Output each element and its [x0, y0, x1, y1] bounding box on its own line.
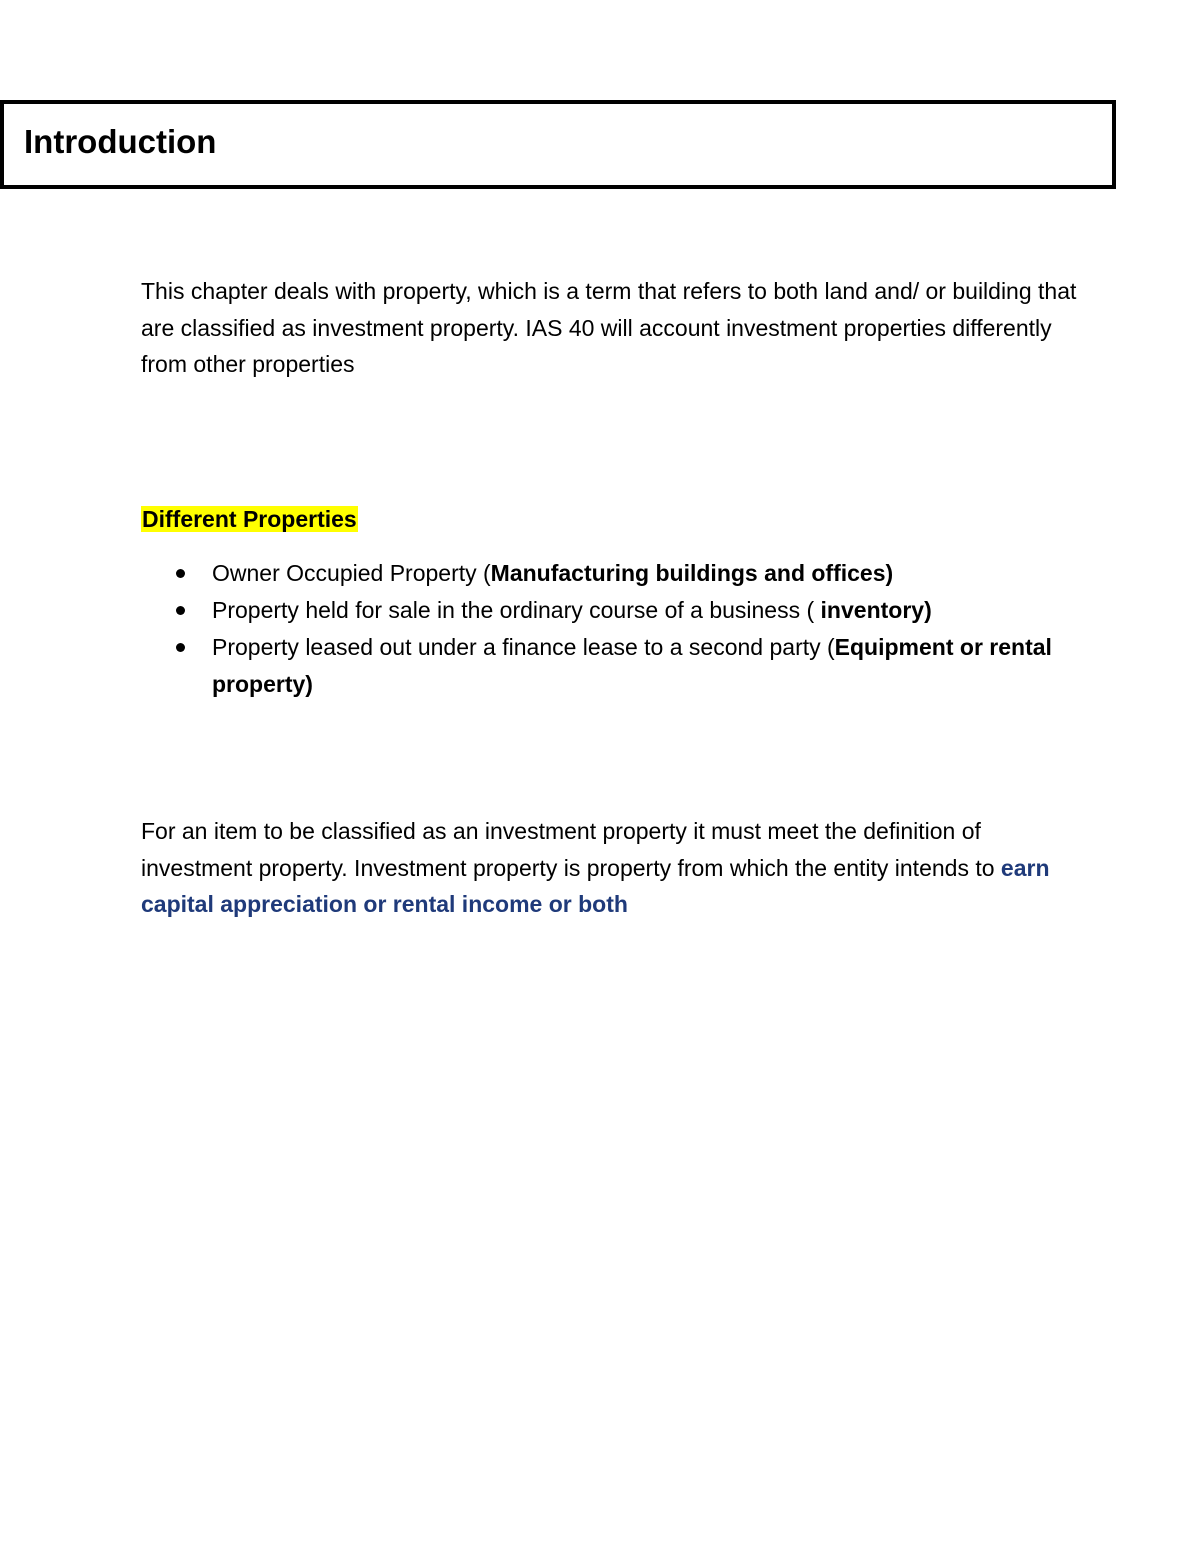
- list-item-bold-text: Equipment or rental property: [212, 634, 1052, 697]
- list-item-close: ): [305, 671, 313, 697]
- section-title: [141, 503, 358, 535]
- list-item-close: ): [885, 560, 894, 586]
- intro-paragraph: This chapter deals with property, which is a term that refers to both land and/ or building that are classified as investment property. IAS 40 will account investment properties differently from other properties: [141, 278, 1077, 377]
- list-item: [141, 592, 1081, 629]
- list-item-text: Owner Occupied Property (: [212, 560, 491, 586]
- definition-paragraph: [141, 813, 1081, 923]
- list-item: [141, 629, 1081, 703]
- list-item-bold-text: Manufacturing buildings and offices: [490, 560, 886, 586]
- list-item-text: Property leased out under a finance lease to a second party (: [212, 634, 835, 660]
- bullet-icon: [176, 606, 185, 615]
- section-title-text: Different Properties: [142, 506, 357, 532]
- list-item-bold-text: inventory: [820, 597, 925, 623]
- list-item-text: Property held for sale in the ordinary course of a business (: [212, 597, 821, 623]
- bullet-icon: [176, 569, 185, 578]
- page-title: Introduction: [24, 123, 217, 160]
- definition-text: For an item to be classified as an investment property it must meet the definition of investment property. Investment property is property from which the entity intends to: [141, 818, 1001, 881]
- bullet-icon: [176, 643, 185, 652]
- heading-box: [0, 100, 1116, 189]
- property-list: [141, 555, 1081, 703]
- list-item: [141, 555, 1081, 592]
- definition-highlight: earn capital appreciation or rental income or both: [141, 854, 1050, 917]
- list-item-close: ): [924, 597, 932, 623]
